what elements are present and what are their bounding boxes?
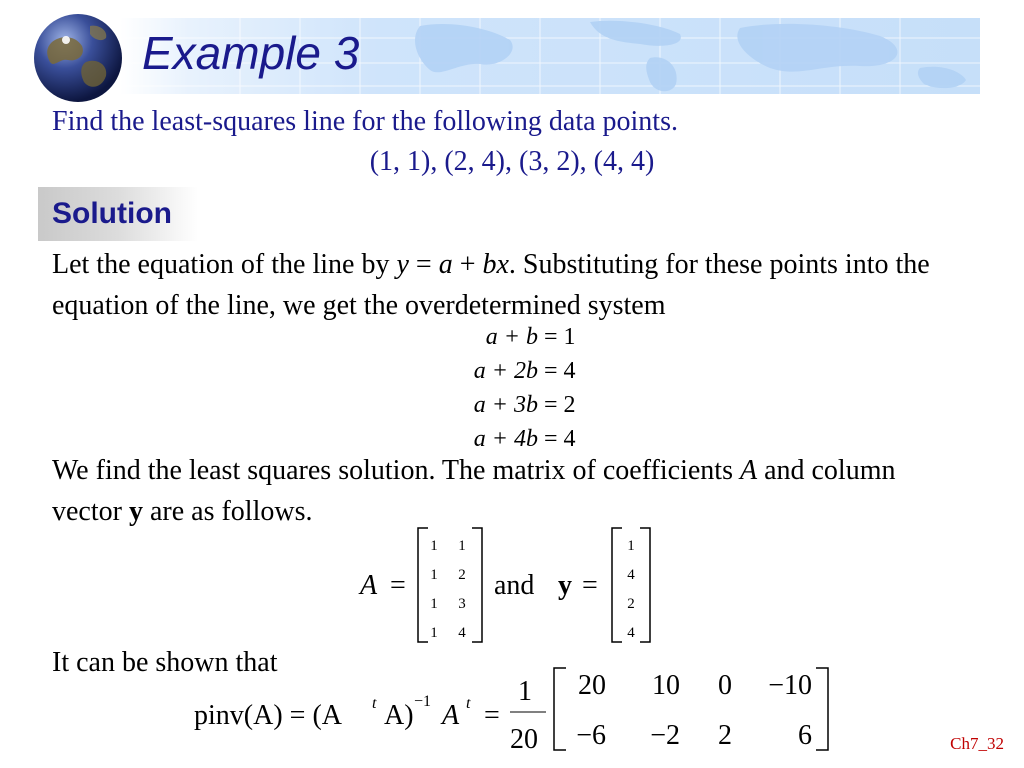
vector-y-cell: 1 (627, 538, 635, 554)
matrix-A-right-bracket (472, 528, 482, 642)
slide-title: Example 3 (142, 27, 360, 79)
pinv-transpose-2: t (466, 695, 471, 712)
pinv-right-bracket (816, 668, 828, 750)
system-row (420, 354, 600, 388)
overdetermined-system (420, 320, 600, 456)
pinv-A3: A (442, 700, 460, 731)
system-rhs: = 1 (538, 324, 576, 350)
para2-text-c: are as follows. (142, 496, 313, 527)
pinv-matrix-cell: 10 (652, 670, 680, 701)
vector-y-equals: = (582, 570, 598, 601)
and-word: and (494, 570, 535, 601)
matrix-A-label: A (360, 570, 378, 601)
pinv-A2: A) (384, 700, 414, 731)
matrix-A-left-bracket (418, 528, 428, 642)
pinv-matrix-cell: −6 (576, 720, 606, 751)
pinv-inverse: −1 (414, 693, 432, 710)
paragraph-shown-that: It can be shown that (52, 647, 278, 678)
vector-y-cell: 2 (627, 596, 635, 612)
paragraph-line-equation (52, 244, 952, 326)
matrix-A-cell: 1 (430, 625, 438, 641)
pinv-left-bracket (554, 668, 566, 750)
system-lhs: a + b (485, 324, 538, 350)
system-rhs: = 4 (538, 358, 576, 384)
vector-y-right-bracket (640, 528, 650, 642)
vector-y-left-bracket (612, 528, 622, 642)
fraction-denominator: 20 (510, 724, 538, 755)
data-points-text: (1, 1), (2, 4), (3, 2), (4, 4) (369, 146, 655, 177)
fraction-numerator: 1 (518, 676, 532, 707)
problem-statement: Find the least-squares line for the following data points. (52, 106, 678, 137)
matrix-A-cell: 1 (430, 567, 438, 583)
pinv-matrix-cell: 20 (578, 670, 606, 701)
matrix-A-cell: 1 (458, 538, 466, 554)
pinv-lhs: pinv(A) = (A (194, 700, 342, 731)
pinv-matrix-cell: 2 (718, 720, 732, 751)
vector-y-cell: 4 (627, 625, 635, 641)
para1-text-a: Let the equation of the line by (52, 249, 397, 280)
vector-y-symbol: y (128, 496, 143, 527)
system-row (420, 388, 600, 422)
para2-text-b: and column vector (52, 455, 896, 527)
system-lhs: a + 3b (473, 392, 538, 418)
matrix-A-symbol: A (739, 455, 758, 486)
pinv-equals: = (484, 700, 500, 731)
globe-logo-icon (32, 12, 124, 104)
pinv-transpose-1: t (372, 695, 377, 712)
pinv-matrix-cell: −10 (768, 670, 812, 701)
system-rhs: = 2 (538, 392, 576, 418)
vector-y-cell: 4 (627, 567, 635, 583)
pinv-matrix-cell: 6 (798, 720, 812, 751)
matrix-A-cell: 2 (458, 567, 466, 583)
eq-equals: = (408, 249, 439, 280)
system-lhs: a + 2b (473, 358, 538, 384)
system-row (420, 320, 600, 354)
data-points (0, 146, 1024, 178)
eq-a: a (438, 249, 453, 280)
matrix-A-cell: 4 (458, 625, 466, 641)
para2-text-a: We find the least squares solution. The matrix of coefficients (52, 455, 740, 486)
paragraph-matrix-intro (52, 450, 952, 532)
eq-y: y (396, 249, 409, 280)
matrix-A-cell: 3 (458, 596, 466, 612)
matrix-A-equals: = (390, 570, 406, 601)
pinv-matrix-cell: −2 (650, 720, 680, 751)
solution-heading: Solution (52, 197, 172, 230)
pinv-matrix-cell: 0 (718, 670, 732, 701)
para1-text-b: . Substituting for these points into the equation of the line, we get the overdetermined system (52, 249, 930, 321)
matrix-A-cell: 1 (430, 596, 438, 612)
eq-plus: + (452, 249, 483, 280)
slide-number: Ch7_32 (950, 734, 1004, 753)
system-lhs: a + 4b (473, 426, 538, 452)
eq-bx: bx (482, 249, 509, 280)
matrix-A-cell: 1 (430, 538, 438, 554)
vector-y-label: y (558, 570, 572, 601)
system-rhs: = 4 (538, 426, 576, 452)
